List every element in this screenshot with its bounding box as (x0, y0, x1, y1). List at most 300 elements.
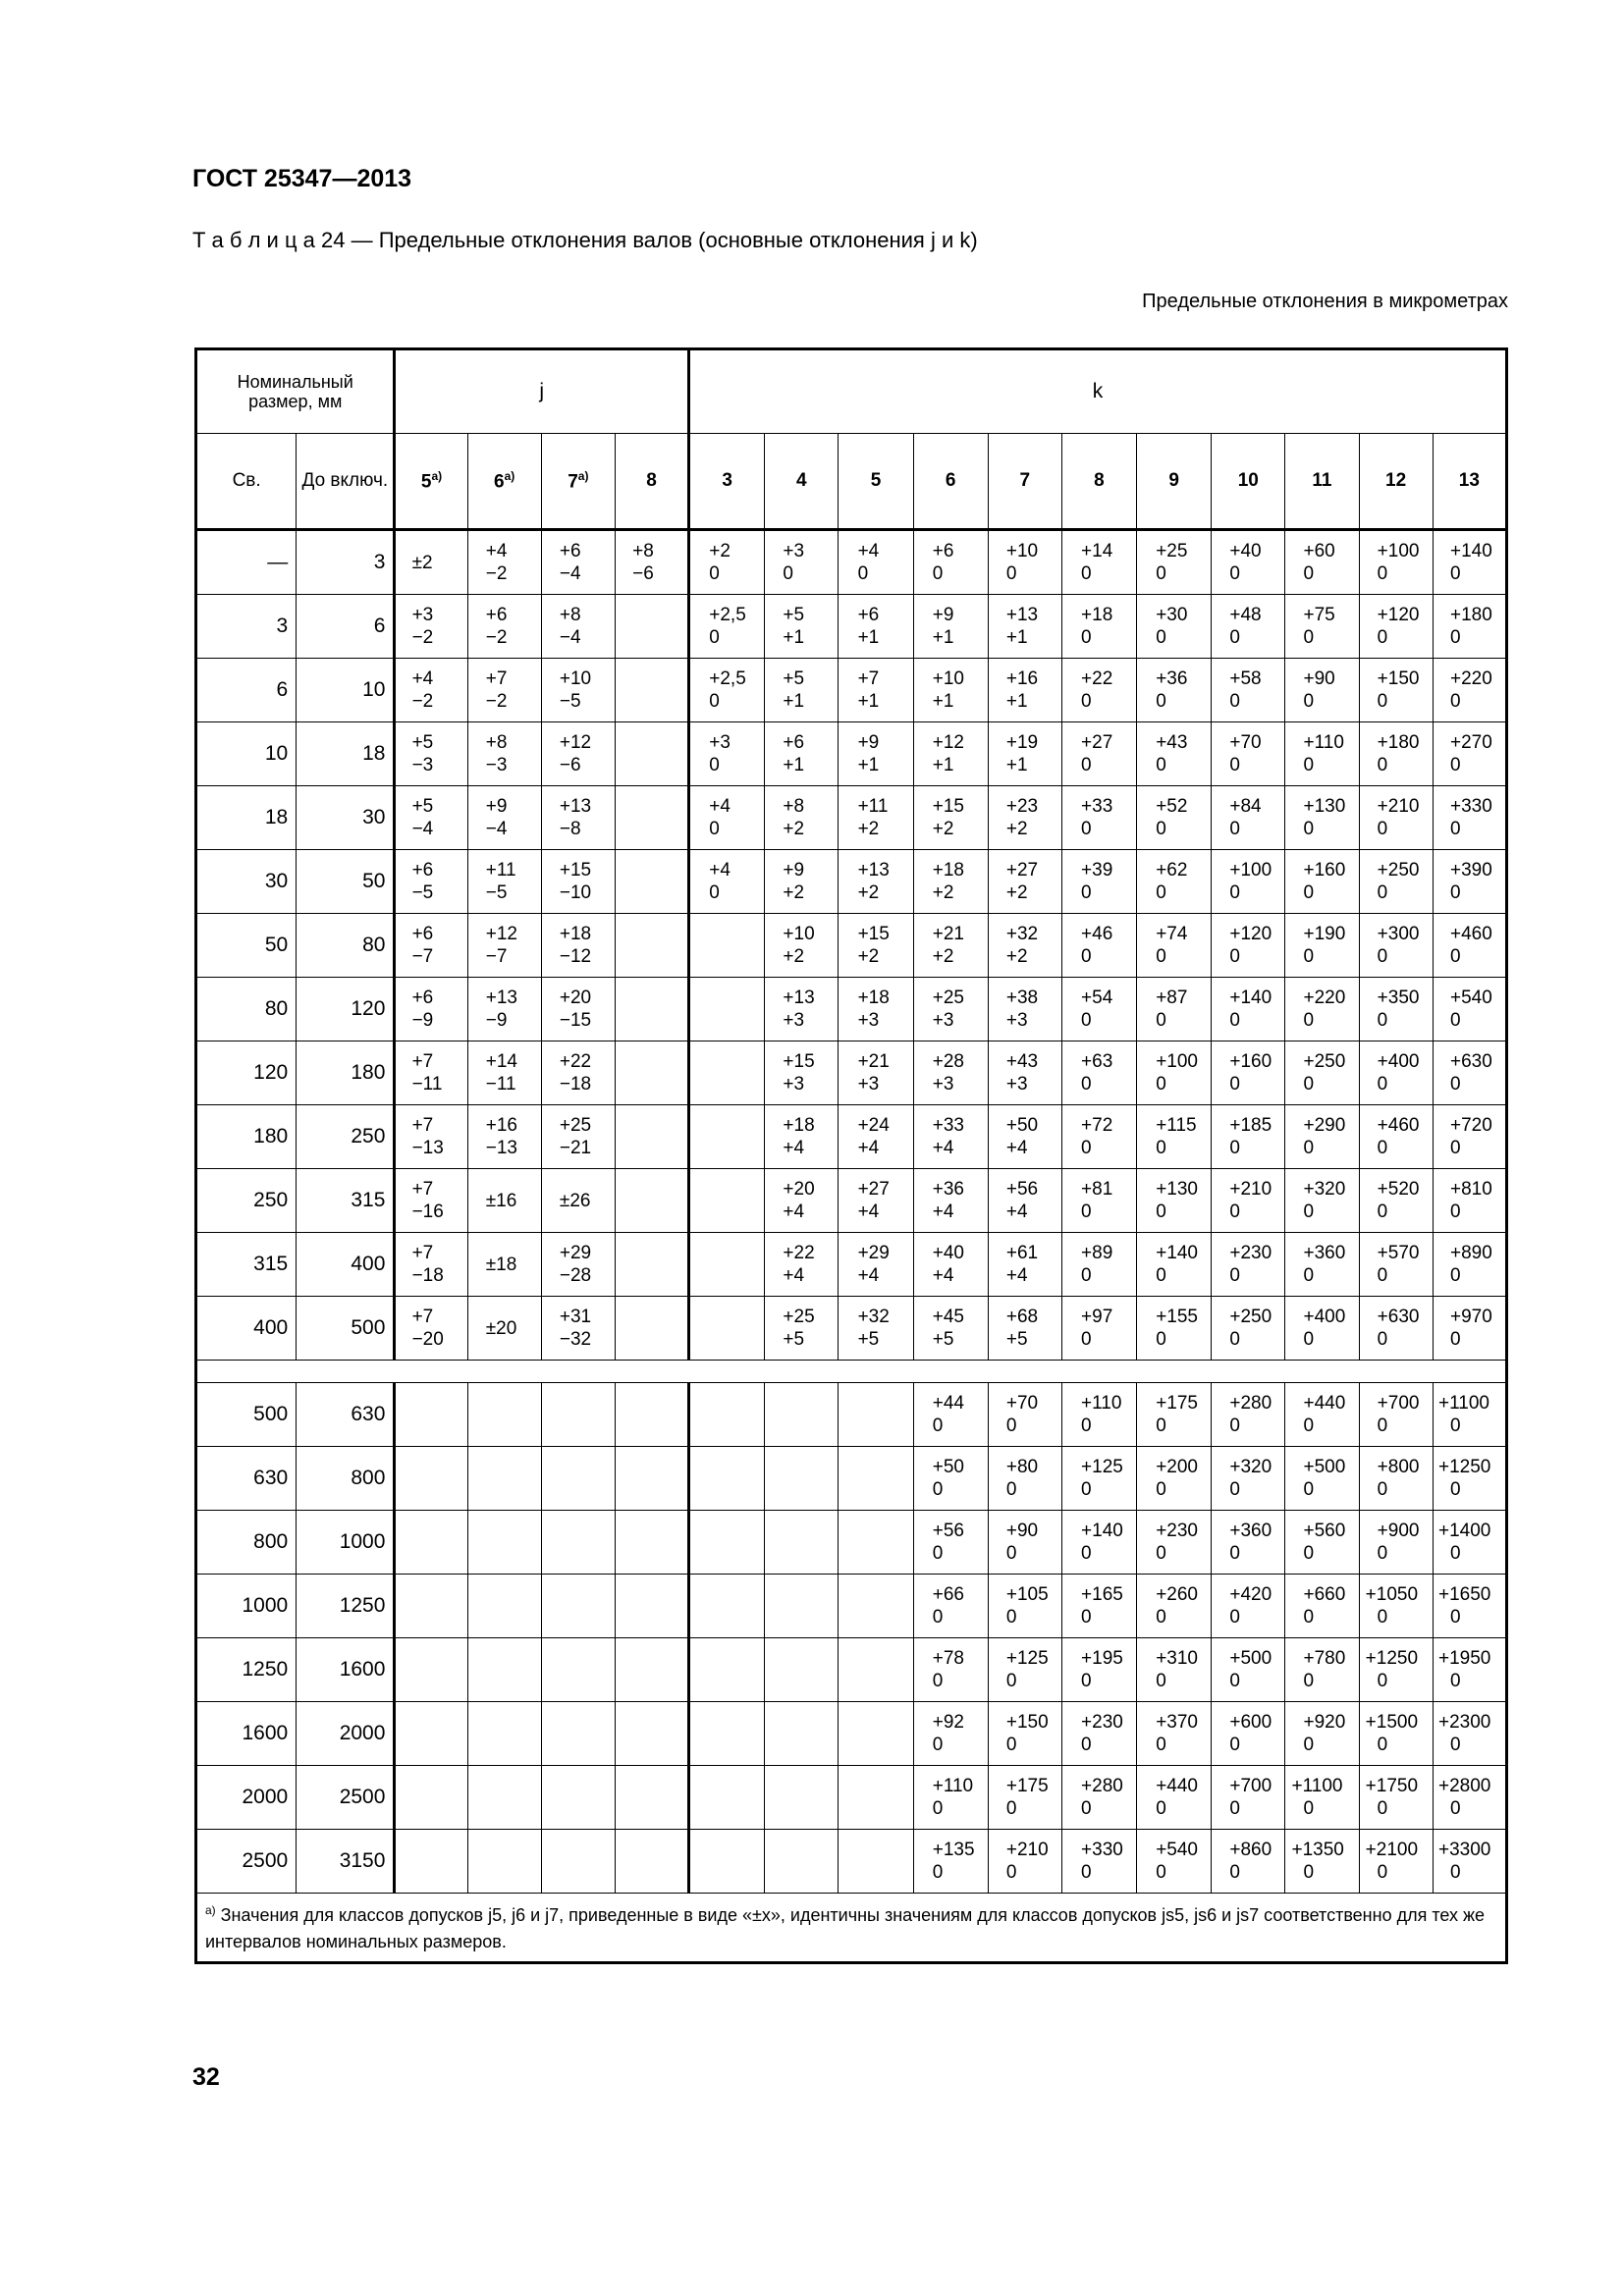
deviation-value: 0 (1450, 563, 1461, 584)
deviation-value: +320 (1303, 1179, 1346, 1200)
deviation-value: 0 (1377, 755, 1388, 775)
deviation-value: +21 (857, 1051, 890, 1072)
deviation-value: +2 (932, 819, 954, 839)
cell-k (1061, 530, 1136, 595)
cell-k (839, 1169, 913, 1233)
deviation-value: +7 (411, 1307, 434, 1327)
deviation-value: +27 (857, 1179, 890, 1200)
deviation-value: 0 (1081, 882, 1092, 903)
deviation-value: +32 (1005, 924, 1039, 944)
deviation-value: 0 (1450, 1010, 1461, 1031)
deviation-value: 0 (1450, 1415, 1461, 1436)
table-row (196, 1702, 1507, 1766)
deviation-value: +97 (1081, 1307, 1113, 1327)
deviation-value: 0 (1081, 1138, 1092, 1158)
cell-k (1212, 978, 1285, 1041)
cell-k (1433, 1766, 1506, 1830)
deviation-value: 0 (1377, 1543, 1388, 1564)
cell-k (1137, 659, 1212, 722)
cell-k (1285, 530, 1359, 595)
cell-k (1212, 1575, 1285, 1638)
deviation-value: 0 (783, 563, 793, 584)
deviation-value: +3300 (1438, 1840, 1491, 1860)
cell-k (839, 1575, 913, 1638)
deviation-value: 0 (1156, 1607, 1166, 1628)
deviation-value: +52 (1156, 796, 1188, 817)
cell-k (689, 1233, 765, 1297)
cell-j (467, 1383, 541, 1447)
table-row (196, 850, 1507, 914)
cell-j (467, 850, 541, 914)
cell-k (839, 1638, 913, 1702)
table-row (196, 1041, 1507, 1105)
size-from: 6 (196, 659, 297, 722)
deviation-value: 0 (1156, 1798, 1166, 1819)
cell-k (1285, 1383, 1359, 1447)
cell-k (765, 1383, 839, 1447)
deviation-value: +600 (1229, 1712, 1272, 1733)
deviation-value: 0 (1081, 1798, 1092, 1819)
deviation-value: +27 (1081, 732, 1113, 753)
deviation-value: +3 (932, 1010, 954, 1031)
cell-j (467, 1766, 541, 1830)
cell-k (913, 786, 988, 850)
cell-k (1061, 1233, 1136, 1297)
deviation-value: 0 (1377, 691, 1388, 712)
table-row (196, 1169, 1507, 1233)
cell-j (541, 978, 615, 1041)
deviation-value: +250 (1303, 1051, 1346, 1072)
table-row (196, 1233, 1507, 1297)
cell-k (1212, 1233, 1285, 1297)
cell-k (1433, 530, 1506, 595)
cell-k (1285, 1702, 1359, 1766)
cell-k (1137, 1830, 1212, 1894)
deviation-value: +4 (857, 1265, 880, 1286)
cell-k (1433, 1511, 1506, 1575)
deviation-value: +720 (1450, 1115, 1492, 1136)
tolerance-table (194, 347, 1508, 1964)
deviation-value: +3 (1005, 1010, 1028, 1031)
cell-k (1433, 595, 1506, 659)
deviation-value: +860 (1229, 1840, 1272, 1860)
cell-k (1137, 1233, 1212, 1297)
deviation-value: 0 (1005, 1862, 1017, 1883)
table-row (196, 1447, 1507, 1511)
cell-k (1137, 1297, 1212, 1361)
cell-j (615, 1575, 688, 1638)
cell-j (395, 914, 467, 978)
grade-label: 6 (494, 471, 505, 493)
deviation-value: 0 (1303, 819, 1315, 839)
deviation-value: 0 (1450, 1138, 1461, 1158)
deviation-value: +4 (485, 541, 508, 561)
deviation-value: +2,5 (709, 605, 746, 625)
deviation-value: +100 (1156, 1051, 1198, 1072)
deviation-value: 0 (1229, 1671, 1240, 1691)
cell-k (1359, 1233, 1433, 1297)
cell-j (615, 786, 688, 850)
deviation-value: +3 (857, 1010, 880, 1031)
size-from: 18 (196, 786, 297, 850)
cell-k (1212, 1041, 1285, 1105)
deviation-value: +18 (857, 988, 890, 1008)
deviation-value: 0 (1303, 691, 1315, 712)
cell-j (541, 1447, 615, 1511)
deviation-value: 0 (1303, 946, 1315, 967)
deviation-value: +150 (1005, 1712, 1049, 1733)
size-to: 2500 (297, 1766, 395, 1830)
cell-k (1061, 1383, 1136, 1447)
deviation-value: +10 (783, 924, 815, 944)
deviation-value: 0 (1377, 1607, 1388, 1628)
deviation-value: −13 (485, 1138, 517, 1158)
deviation-value: +50 (1005, 1115, 1039, 1136)
deviation-value: +5 (411, 796, 434, 817)
cell-k (1137, 1511, 1212, 1575)
deviation-value: −9 (485, 1010, 508, 1031)
deviation-value: 0 (709, 755, 720, 775)
size-to: 250 (297, 1105, 395, 1169)
deviation-value: −2 (411, 627, 434, 648)
deviation-value: +70 (1005, 1393, 1039, 1414)
deviation-value: 0 (857, 563, 869, 584)
cell-k (913, 1702, 988, 1766)
size-from: 10 (196, 722, 297, 786)
deviation-value: +1400 (1438, 1521, 1491, 1541)
cell-k (1285, 850, 1359, 914)
cell-j (467, 978, 541, 1041)
cell-j (395, 978, 467, 1041)
cell-k (1285, 1169, 1359, 1233)
deviation-value: 0 (932, 1479, 944, 1500)
deviation-value: 0 (1081, 691, 1092, 712)
cell-j (541, 1041, 615, 1105)
cell-k (988, 1702, 1061, 1766)
deviation-value: 0 (1081, 1862, 1092, 1883)
cell-k (1061, 914, 1136, 978)
cell-k (1212, 1766, 1285, 1830)
deviation-value: +46 (1081, 924, 1113, 944)
cell-k (913, 530, 988, 595)
deviation-value: 0 (1377, 946, 1388, 967)
deviation-value: +6 (411, 988, 434, 1008)
cell-k (988, 1511, 1061, 1575)
deviation-value: +4 (411, 668, 434, 689)
deviation-value: +6 (857, 605, 880, 625)
deviation-value: +32 (857, 1307, 890, 1327)
deviation-value: +560 (1303, 1521, 1346, 1541)
cell-k (913, 1105, 988, 1169)
cell-j (615, 659, 688, 722)
cell-k (1137, 722, 1212, 786)
deviation-value: 0 (1081, 1671, 1092, 1691)
deviation-value: +175 (1005, 1776, 1049, 1796)
deviation-value: +2 (1005, 946, 1028, 967)
deviation-value: +2 (857, 882, 880, 903)
deviation-value: 0 (1156, 882, 1166, 903)
cell-k (988, 1830, 1061, 1894)
deviation-value: 0 (1229, 1201, 1240, 1222)
deviation-value: +920 (1303, 1712, 1346, 1733)
deviation-value: +78 (932, 1648, 964, 1669)
deviation-value: +3 (932, 1074, 954, 1095)
cell-k (1359, 1638, 1433, 1702)
cell-k (1359, 1511, 1433, 1575)
deviation-value: ±26 (559, 1190, 591, 1211)
deviation-value: +9 (783, 860, 805, 881)
deviation-value: +1 (1005, 691, 1028, 712)
deviation-value: +21 (932, 924, 964, 944)
footnote-marker: а) (504, 468, 515, 483)
deviation-value: −4 (485, 819, 508, 839)
cell-k (1285, 786, 1359, 850)
cell-k (1137, 978, 1212, 1041)
deviation-value: 0 (1156, 1671, 1166, 1691)
cell-j (541, 786, 615, 850)
cell-k (839, 978, 913, 1041)
cell-k (1212, 1383, 1285, 1447)
deviation-value: 0 (932, 1607, 944, 1628)
size-from: — (196, 530, 297, 595)
deviation-value: +3 (411, 605, 434, 625)
deviation-value: 0 (1450, 882, 1461, 903)
deviation-value: 0 (1229, 627, 1240, 648)
deviation-value: +13 (559, 796, 592, 817)
cell-k (1061, 722, 1136, 786)
deviation-value: −16 (411, 1201, 444, 1222)
deviation-value: +10 (559, 668, 592, 689)
deviation-value: 0 (1081, 1607, 1092, 1628)
deviation-value: +33 (932, 1115, 964, 1136)
cell-k (1433, 1575, 1506, 1638)
deviation-value: +6 (411, 924, 434, 944)
deviation-value: +56 (932, 1521, 964, 1541)
deviation-value: −4 (559, 563, 581, 584)
deviation-value: −5 (411, 882, 434, 903)
deviation-value: +160 (1303, 860, 1346, 881)
deviation-value: 0 (1229, 755, 1240, 775)
cell-j (467, 1575, 541, 1638)
deviation-value: 0 (1005, 1415, 1017, 1436)
cell-k (689, 1383, 765, 1447)
deviation-value: +140 (1156, 1243, 1198, 1263)
deviation-value: +810 (1450, 1179, 1492, 1200)
deviation-value: 0 (1229, 1798, 1240, 1819)
cell-k (1212, 850, 1285, 914)
cell-k (913, 1041, 988, 1105)
deviation-value: 0 (1229, 1329, 1240, 1350)
deviation-value: +7 (411, 1243, 434, 1263)
table-row (196, 1638, 1507, 1702)
cell-k (1212, 1830, 1285, 1894)
deviation-value: +1 (783, 755, 805, 775)
cell-k (839, 722, 913, 786)
deviation-value: +18 (783, 1115, 815, 1136)
cell-k (1285, 595, 1359, 659)
deviation-value: +1250 (1365, 1648, 1419, 1669)
deviation-value: 0 (932, 563, 944, 584)
deviation-value: 0 (1081, 563, 1092, 584)
cell-k (689, 1297, 765, 1361)
deviation-value: +15 (932, 796, 964, 817)
deviation-value: 0 (1303, 627, 1315, 648)
cell-k (765, 1830, 839, 1894)
deviation-value: +1500 (1365, 1712, 1419, 1733)
deviation-value: +155 (1156, 1307, 1198, 1327)
size-to: 500 (297, 1297, 395, 1361)
size-to: 2000 (297, 1702, 395, 1766)
cell-k (1359, 1702, 1433, 1766)
cell-k (689, 978, 765, 1041)
deviation-value: 0 (1303, 1735, 1315, 1755)
cell-k (1285, 1830, 1359, 1894)
cell-k (1061, 1447, 1136, 1511)
size-to: 10 (297, 659, 395, 722)
deviation-value: +9 (932, 605, 954, 625)
deviation-value: −6 (632, 563, 654, 584)
cell-k (839, 1511, 913, 1575)
deviation-value: +160 (1229, 1051, 1272, 1072)
deviation-value: 0 (1450, 755, 1461, 775)
deviation-value: +9 (485, 796, 508, 817)
deviation-value: +140 (1081, 1521, 1123, 1541)
deviation-value: 0 (1303, 1479, 1315, 1500)
deviation-value: +3 (783, 1010, 805, 1031)
deviation-value: 0 (1450, 1543, 1461, 1564)
deviation-value: +5 (783, 605, 805, 625)
deviation-value: 0 (1156, 1479, 1166, 1500)
cell-k (765, 1511, 839, 1575)
cell-k (689, 595, 765, 659)
cell-k (1433, 1041, 1506, 1105)
deviation-value: +10 (1005, 541, 1039, 561)
deviation-value: 0 (1377, 627, 1388, 648)
deviation-value: +100 (1377, 541, 1420, 561)
deviation-value: +15 (783, 1051, 815, 1072)
table-row (196, 786, 1507, 850)
cell-k (1061, 1169, 1136, 1233)
cell-k (689, 850, 765, 914)
cell-k (1061, 595, 1136, 659)
cell-k (1433, 978, 1506, 1041)
cell-k (689, 914, 765, 978)
cell-j (467, 1233, 541, 1297)
deviation-value: −8 (559, 819, 581, 839)
footnote-marker: а) (431, 468, 443, 483)
cell-k (1285, 1638, 1359, 1702)
deviation-value: +630 (1450, 1051, 1492, 1072)
cell-k (988, 978, 1061, 1041)
cell-k (913, 595, 988, 659)
cell-j (467, 1105, 541, 1169)
deviation-value: 0 (1005, 1735, 1017, 1755)
deviation-value: +63 (1081, 1051, 1113, 1072)
header-grade-k4: 4 (765, 434, 839, 530)
deviation-value: +70 (1229, 732, 1262, 753)
deviation-value: +280 (1081, 1776, 1123, 1796)
deviation-value: +25 (783, 1307, 815, 1327)
cell-j (395, 1766, 467, 1830)
deviation-value: 0 (1156, 691, 1166, 712)
cell-k (1285, 722, 1359, 786)
deviation-value: ±18 (485, 1254, 517, 1275)
deviation-value: +18 (559, 924, 592, 944)
size-from: 630 (196, 1447, 297, 1511)
deviation-value: 0 (1229, 1415, 1240, 1436)
cell-j (467, 786, 541, 850)
cell-k (988, 595, 1061, 659)
deviation-value: +440 (1303, 1393, 1346, 1414)
cell-k (1285, 1297, 1359, 1361)
cell-k (765, 722, 839, 786)
table-row (196, 1105, 1507, 1169)
deviation-value: +4 (783, 1265, 805, 1286)
cell-k (1285, 1511, 1359, 1575)
deviation-value: +220 (1450, 668, 1492, 689)
deviation-value: +1 (857, 627, 880, 648)
deviation-value: +3 (1005, 1074, 1028, 1095)
cell-j (541, 1702, 615, 1766)
cell-k (1433, 1297, 1506, 1361)
deviation-value: −28 (559, 1265, 592, 1286)
deviation-value: +12 (485, 924, 517, 944)
size-from: 180 (196, 1105, 297, 1169)
deviation-value: +890 (1450, 1243, 1492, 1263)
cell-k (689, 659, 765, 722)
deviation-value: 0 (932, 1415, 944, 1436)
deviation-value: +15 (857, 924, 890, 944)
deviation-value: −2 (485, 691, 508, 712)
deviation-value: +28 (932, 1051, 964, 1072)
cell-j (467, 1041, 541, 1105)
cell-j (541, 722, 615, 786)
cell-j (395, 1383, 467, 1447)
deviation-value: 0 (1450, 1329, 1461, 1350)
deviation-value: +18 (1081, 605, 1113, 625)
cell-k (1359, 530, 1433, 595)
cell-k (765, 1766, 839, 1830)
deviation-value: +90 (1005, 1521, 1039, 1541)
cell-j (467, 1169, 541, 1233)
deviation-value: +370 (1156, 1712, 1198, 1733)
cell-k (839, 659, 913, 722)
deviation-value: +80 (1005, 1457, 1039, 1477)
cell-k (1359, 786, 1433, 850)
deviation-value: +1 (857, 691, 880, 712)
deviation-value: 0 (709, 882, 720, 903)
deviation-value: +15 (559, 860, 592, 881)
deviation-value: +22 (1081, 668, 1113, 689)
deviation-value: +400 (1377, 1051, 1420, 1072)
cell-j (541, 659, 615, 722)
deviation-value: ±20 (485, 1317, 517, 1339)
deviation-value: −11 (411, 1074, 443, 1095)
size-to: 315 (297, 1169, 395, 1233)
deviation-value: 0 (1450, 1607, 1461, 1628)
cell-k (839, 530, 913, 595)
cell-k (765, 1447, 839, 1511)
cell-k (1433, 1638, 1506, 1702)
deviation-value: −3 (411, 755, 434, 775)
cell-j (615, 914, 688, 978)
footnote-text: Значения для классов допусков j5, j6 и j7, приведенные в виде «±x», идентичны значениям для классов допусков js5, js6 и js7 соответственно для тех же интервалов номинальных размеров. (205, 1905, 1486, 1951)
deviation-value: +30 (1156, 605, 1188, 625)
deviation-value: 0 (1229, 691, 1240, 712)
deviation-value: +250 (1377, 860, 1420, 881)
deviation-value: +44 (932, 1393, 964, 1414)
deviation-value: +20 (783, 1179, 815, 1200)
